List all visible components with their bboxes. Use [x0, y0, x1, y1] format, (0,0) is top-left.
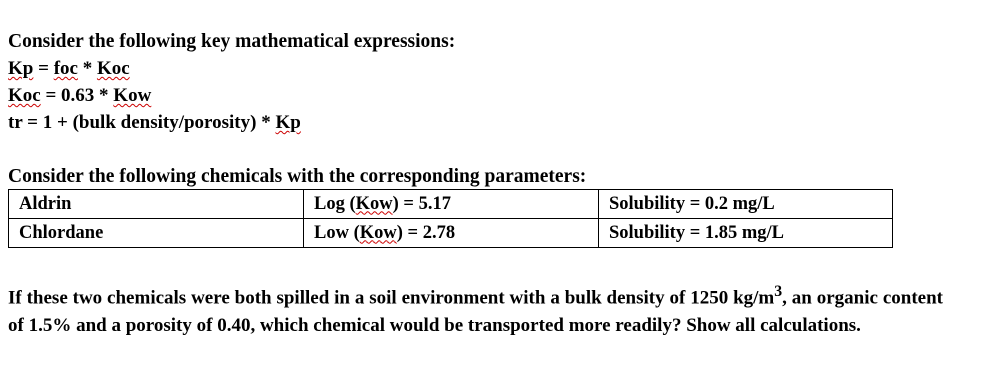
log-kow-cell: [304, 190, 599, 219]
equation-tr-lhs: tr: [8, 112, 23, 133]
section-spacer: [8, 136, 948, 165]
log-kow-value: ) = 2.78: [396, 222, 456, 243]
question-superscript: 3: [774, 283, 783, 300]
log-kow-word: Kow: [359, 222, 397, 243]
equation-kp: [8, 55, 948, 82]
question-paragraph: [8, 278, 943, 339]
equation-kp-koc: Koc: [96, 58, 130, 79]
question-text-part2: , an organic content of 1.5% and a porosity of 0.40, which chemical would be transported more readily? Show all calculations.: [8, 287, 943, 336]
equation-koc-kow: Kow: [113, 85, 152, 106]
table-row: [9, 190, 893, 219]
chemicals-table: [8, 189, 893, 248]
equation-tr-body: = 1 + (bulk density/porosity) *: [22, 112, 276, 133]
log-kow-word: Kow: [355, 193, 393, 214]
table-row: [9, 219, 893, 248]
chemical-name-cell: Aldrin: [9, 190, 304, 219]
document-body: [8, 28, 948, 339]
equation-kp-lhs: Kp: [8, 58, 34, 79]
log-kow-prefix: Low (: [314, 222, 360, 243]
expressions-heading: Consider the following key mathematical expressions:: [8, 31, 456, 52]
log-kow-prefix: Log (: [314, 193, 356, 214]
equation-koc-body: = 0.63 *: [40, 85, 114, 106]
equation-koc: [8, 82, 948, 109]
log-kow-value: ) = 5.17: [392, 193, 451, 214]
chemicals-heading: Consider the following chemicals with the corresponding parameters:: [8, 166, 587, 187]
question-text-part1: If these two chemicals were both spilled in a soil environment with a bulk density of 1250 kg/m: [8, 287, 775, 309]
equation-kp-equals: =: [33, 58, 54, 79]
equation-kp-foc: foc: [53, 58, 78, 79]
equation-tr-kp: Kp: [275, 112, 301, 133]
chemical-name-cell: Chlordane: [9, 219, 304, 248]
solubility-cell: Solubility = 0.2 mg/L: [599, 190, 893, 219]
equation-koc-lhs: Koc: [8, 85, 41, 106]
log-kow-cell: [304, 219, 599, 248]
equation-kp-operator: *: [77, 58, 97, 79]
solubility-cell: Solubility = 1.85 mg/L: [599, 219, 893, 248]
equation-tr: [8, 109, 948, 136]
